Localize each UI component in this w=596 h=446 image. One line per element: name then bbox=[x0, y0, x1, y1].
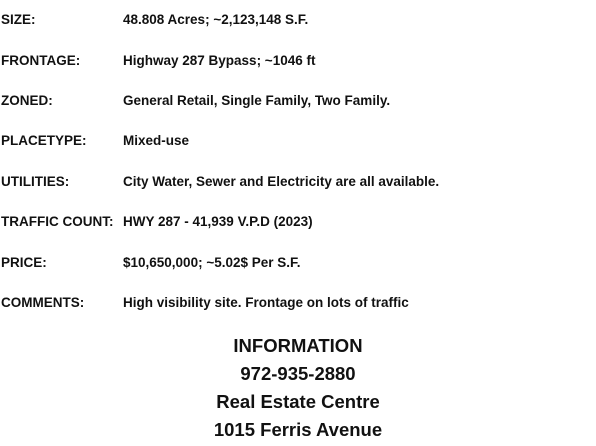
spec-row-traffic-count bbox=[0, 211, 596, 233]
company-address: 1015 Ferris Avenue bbox=[213, 419, 383, 440]
spec-row-utilities bbox=[0, 171, 596, 193]
spec-label: ZONED: bbox=[1, 93, 53, 108]
spec-label: TRAFFIC COUNT: bbox=[1, 214, 114, 229]
spec-row-frontage bbox=[0, 50, 596, 72]
spec-value: City Water, Sewer and Electricity are all available. bbox=[123, 174, 440, 189]
company-name: Real Estate Centre bbox=[216, 391, 380, 412]
spec-value: High visibility site. Frontage on lots of traffic bbox=[123, 295, 409, 310]
spec-value: Mixed-use bbox=[123, 133, 190, 148]
information-heading: INFORMATION bbox=[233, 335, 363, 356]
spec-value: General Retail, Single Family, Two Family. bbox=[123, 93, 391, 108]
spec-row-comments bbox=[0, 292, 596, 314]
spec-row-size bbox=[0, 9, 596, 31]
spec-label: COMMENTS: bbox=[1, 295, 85, 310]
spec-label: SIZE: bbox=[1, 12, 36, 27]
spec-value: HWY 287 - 41,939 V.P.D (2023) bbox=[123, 214, 313, 229]
spec-label: UTILITIES: bbox=[1, 174, 70, 189]
spec-label: PRICE: bbox=[1, 255, 47, 270]
contact-phone: 972-935-2880 bbox=[240, 363, 356, 384]
spec-value: Highway 287 Bypass; ~1046 ft bbox=[123, 53, 316, 68]
spec-label: FRONTAGE: bbox=[1, 53, 81, 68]
spec-row-price bbox=[0, 252, 596, 274]
spec-row-zoned bbox=[0, 90, 596, 112]
spec-value: $10,650,000; ~5.02$ Per S.F. bbox=[123, 255, 301, 270]
spec-row-placetype bbox=[0, 130, 596, 152]
contact-information-block bbox=[0, 332, 596, 444]
spec-label: PLACETYPE: bbox=[1, 133, 87, 148]
spec-value: 48.808 Acres; ~2,123,148 S.F. bbox=[123, 12, 309, 27]
